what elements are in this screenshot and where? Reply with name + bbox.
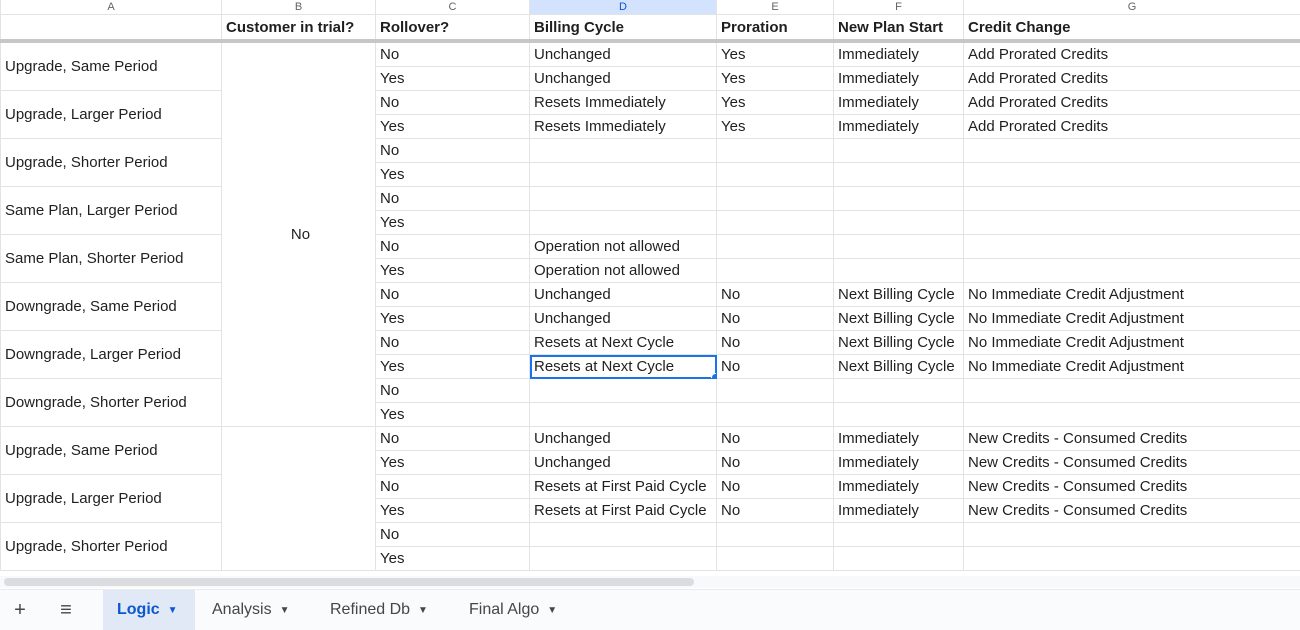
- scenario-cell[interactable]: Upgrade, Same Period: [1, 427, 222, 475]
- table-cell[interactable]: Operation not allowed: [530, 235, 717, 259]
- table-cell[interactable]: [717, 379, 834, 403]
- table-cell[interactable]: [530, 211, 717, 235]
- scenario-cell[interactable]: Downgrade, Shorter Period: [1, 379, 222, 427]
- table-row: [1, 187, 1300, 211]
- table-cell[interactable]: Immediately: [834, 67, 964, 91]
- table-cell[interactable]: Unchanged: [530, 307, 717, 331]
- table-cell[interactable]: Yes: [376, 259, 530, 283]
- scenario-cell[interactable]: Same Plan, Shorter Period: [1, 235, 222, 283]
- header-cell[interactable]: Proration: [717, 15, 834, 42]
- trial-merged-cell[interactable]: [222, 427, 376, 571]
- header-cell[interactable]: Customer in trial?: [222, 15, 376, 42]
- table-cell[interactable]: New Credits - Consumed Credits: [964, 427, 1300, 451]
- table-cell[interactable]: [834, 187, 964, 211]
- table-cell[interactable]: Yes: [376, 67, 530, 91]
- table-cell[interactable]: [964, 163, 1300, 187]
- table-cell[interactable]: Yes: [376, 451, 530, 475]
- table-cell[interactable]: [964, 259, 1300, 283]
- table-cell[interactable]: [717, 403, 834, 427]
- table-cell[interactable]: Operation not allowed: [530, 259, 717, 283]
- scrollbar-thumb[interactable]: [4, 578, 694, 586]
- table-row: [1, 91, 1300, 115]
- table-cell[interactable]: [717, 163, 834, 187]
- table-cell[interactable]: Yes: [376, 163, 530, 187]
- table-cell[interactable]: [964, 403, 1300, 427]
- table-cell[interactable]: [530, 163, 717, 187]
- table-cell[interactable]: Immediately: [834, 427, 964, 451]
- table-cell[interactable]: Resets Immediately: [530, 115, 717, 139]
- table-cell[interactable]: Immediately: [834, 91, 964, 115]
- table-cell[interactable]: Immediately: [834, 451, 964, 475]
- table-cell[interactable]: Unchanged: [530, 427, 717, 451]
- table-cell[interactable]: Yes: [376, 547, 530, 571]
- table-cell[interactable]: [964, 235, 1300, 259]
- table-cell[interactable]: No: [717, 307, 834, 331]
- table-cell[interactable]: [717, 523, 834, 547]
- table-cell[interactable]: Yes: [376, 211, 530, 235]
- table-cell[interactable]: No: [717, 283, 834, 307]
- table-cell[interactable]: Next Billing Cycle: [834, 355, 964, 379]
- table-cell[interactable]: Add Prorated Credits: [964, 115, 1300, 139]
- horizontal-scrollbar[interactable]: [0, 576, 1300, 588]
- table-cell[interactable]: No: [376, 331, 530, 355]
- table-cell[interactable]: No: [717, 331, 834, 355]
- table-cell[interactable]: New Credits - Consumed Credits: [964, 475, 1300, 499]
- table-row: [1, 41, 1300, 67]
- table-cell[interactable]: New Credits - Consumed Credits: [964, 499, 1300, 523]
- column-header-c[interactable]: C: [376, 0, 530, 15]
- sheet-tab-label: Logic: [117, 601, 160, 619]
- table-cell[interactable]: No: [717, 427, 834, 451]
- table-cell[interactable]: Immediately: [834, 115, 964, 139]
- table-cell[interactable]: Next Billing Cycle: [834, 283, 964, 307]
- scenario-cell[interactable]: Upgrade, Shorter Period: [1, 523, 222, 571]
- header-cell[interactable]: Credit Change: [964, 15, 1300, 42]
- table-cell[interactable]: Resets at Next Cycle: [530, 331, 717, 355]
- table-cell[interactable]: Resets at First Paid Cycle: [530, 475, 717, 499]
- column-header-g[interactable]: G: [964, 0, 1300, 15]
- table-cell[interactable]: No: [376, 427, 530, 451]
- table-cell[interactable]: [530, 187, 717, 211]
- table-cell[interactable]: Unchanged: [530, 283, 717, 307]
- table-row: [1, 475, 1300, 499]
- table-cell[interactable]: Next Billing Cycle: [834, 331, 964, 355]
- sheet-tab-final-algo[interactable]: [455, 590, 579, 630]
- column-header-f[interactable]: F: [834, 0, 964, 15]
- scenario-cell[interactable]: Downgrade, Larger Period: [1, 331, 222, 379]
- table-cell[interactable]: No: [717, 475, 834, 499]
- table-cell[interactable]: Yes: [717, 115, 834, 139]
- table-row: [1, 427, 1300, 451]
- table-cell[interactable]: Immediately: [834, 475, 964, 499]
- column-header-row: [1, 0, 1300, 15]
- table-cell[interactable]: Yes: [376, 499, 530, 523]
- table-cell[interactable]: No: [376, 235, 530, 259]
- table-cell[interactable]: Unchanged: [530, 451, 717, 475]
- trial-merged-cell[interactable]: No: [222, 41, 376, 427]
- sheet-tab-label: Refined Db: [330, 601, 410, 619]
- table-cell[interactable]: Immediately: [834, 499, 964, 523]
- header-cell[interactable]: Billing Cycle: [530, 15, 717, 42]
- table-cell[interactable]: Yes: [717, 91, 834, 115]
- sheet-tab-bar: [0, 589, 1300, 630]
- table-cell[interactable]: Yes: [376, 115, 530, 139]
- plus-icon[interactable]: +: [8, 598, 32, 622]
- column-header-a[interactable]: A: [1, 0, 222, 15]
- table-cell[interactable]: No: [376, 379, 530, 403]
- table-cell[interactable]: Resets at First Paid Cycle: [530, 499, 717, 523]
- scenario-cell[interactable]: Downgrade, Same Period: [1, 283, 222, 331]
- table-cell[interactable]: Immediately: [834, 41, 964, 67]
- table-row: [1, 139, 1300, 163]
- table-cell[interactable]: Yes: [376, 307, 530, 331]
- active-cell[interactable]: Resets at Next Cycle: [530, 355, 717, 379]
- table-cell[interactable]: No: [376, 91, 530, 115]
- table-cell[interactable]: [964, 523, 1300, 547]
- table-cell[interactable]: No Immediate Credit Adjustment: [964, 331, 1300, 355]
- sheet-tab-logic[interactable]: [103, 590, 195, 630]
- table-cell[interactable]: Add Prorated Credits: [964, 41, 1300, 67]
- table-cell[interactable]: No Immediate Credit Adjustment: [964, 355, 1300, 379]
- table-cell[interactable]: [964, 211, 1300, 235]
- table-cell[interactable]: [834, 547, 964, 571]
- caret-down-icon[interactable]: ▼: [168, 605, 178, 616]
- scenario-cell[interactable]: Upgrade, Larger Period: [1, 91, 222, 139]
- table-cell[interactable]: No: [376, 523, 530, 547]
- table-cell[interactable]: Next Billing Cycle: [834, 307, 964, 331]
- table-cell[interactable]: [530, 379, 717, 403]
- table-cell[interactable]: [834, 235, 964, 259]
- header-cell[interactable]: [1, 15, 222, 42]
- table-row: [1, 523, 1300, 547]
- table-cell[interactable]: [834, 139, 964, 163]
- table-cell[interactable]: New Credits - Consumed Credits: [964, 451, 1300, 475]
- menu-icon[interactable]: ≡: [54, 598, 78, 622]
- table-cell[interactable]: Unchanged: [530, 67, 717, 91]
- column-header-e[interactable]: E: [717, 0, 834, 15]
- table-cell[interactable]: [964, 187, 1300, 211]
- fill-handle[interactable]: [711, 373, 717, 379]
- table-cell[interactable]: [717, 139, 834, 163]
- table-cell[interactable]: [834, 403, 964, 427]
- table-cell[interactable]: No Immediate Credit Adjustment: [964, 283, 1300, 307]
- table-cell[interactable]: No Immediate Credit Adjustment: [964, 307, 1300, 331]
- table-cell[interactable]: No: [717, 499, 834, 523]
- table-cell[interactable]: [530, 523, 717, 547]
- table-cell[interactable]: No: [376, 475, 530, 499]
- table-cell[interactable]: [834, 163, 964, 187]
- table-cell[interactable]: [530, 547, 717, 571]
- table-cell[interactable]: Add Prorated Credits: [964, 67, 1300, 91]
- table-cell[interactable]: Unchanged: [530, 41, 717, 67]
- table-cell[interactable]: [834, 259, 964, 283]
- header-cell[interactable]: Rollover?: [376, 15, 530, 42]
- table-cell[interactable]: [717, 187, 834, 211]
- caret-down-icon[interactable]: ▼: [280, 605, 290, 616]
- caret-down-icon[interactable]: ▼: [547, 605, 557, 616]
- table-cell[interactable]: Yes: [717, 41, 834, 67]
- table-cell[interactable]: [834, 523, 964, 547]
- table-cell[interactable]: [717, 235, 834, 259]
- table-cell[interactable]: Resets Immediately: [530, 91, 717, 115]
- table-cell[interactable]: No: [717, 355, 834, 379]
- sheet-tab-analysis[interactable]: [198, 590, 308, 630]
- table-cell[interactable]: No: [376, 283, 530, 307]
- table-row: [1, 283, 1300, 307]
- table-cell[interactable]: [530, 403, 717, 427]
- column-header-d[interactable]: D: [530, 0, 717, 15]
- table-cell[interactable]: Yes: [717, 67, 834, 91]
- column-header-b[interactable]: B: [222, 0, 376, 15]
- table-cell[interactable]: [834, 379, 964, 403]
- table-row: [1, 235, 1300, 259]
- table-cell[interactable]: No: [376, 41, 530, 67]
- sheet-tab-refined-db[interactable]: [316, 590, 448, 630]
- header-row: [1, 15, 1300, 42]
- table-cell[interactable]: [530, 139, 717, 163]
- sheet-tab-label: Analysis: [212, 601, 272, 619]
- header-cell[interactable]: New Plan Start: [834, 15, 964, 42]
- table-cell[interactable]: [964, 547, 1300, 571]
- table-cell[interactable]: No: [376, 139, 530, 163]
- scenario-cell[interactable]: Upgrade, Larger Period: [1, 475, 222, 523]
- table-cell[interactable]: Yes: [376, 403, 530, 427]
- table-cell[interactable]: [834, 211, 964, 235]
- scenario-cell[interactable]: Upgrade, Same Period: [1, 41, 222, 91]
- table-cell[interactable]: Yes: [376, 355, 530, 379]
- table-cell[interactable]: [717, 547, 834, 571]
- table-cell[interactable]: Add Prorated Credits: [964, 91, 1300, 115]
- table-cell[interactable]: [964, 139, 1300, 163]
- table-row: [1, 331, 1300, 355]
- caret-down-icon[interactable]: ▼: [418, 605, 428, 616]
- scenario-cell[interactable]: Upgrade, Shorter Period: [1, 139, 222, 187]
- sheet-tab-label: Final Algo: [469, 601, 539, 619]
- table-cell[interactable]: No: [376, 187, 530, 211]
- table-cell[interactable]: No: [717, 451, 834, 475]
- table-cell[interactable]: [717, 211, 834, 235]
- table-row: [1, 379, 1300, 403]
- table-cell[interactable]: [964, 379, 1300, 403]
- scenario-cell[interactable]: Same Plan, Larger Period: [1, 187, 222, 235]
- table-cell[interactable]: [717, 259, 834, 283]
